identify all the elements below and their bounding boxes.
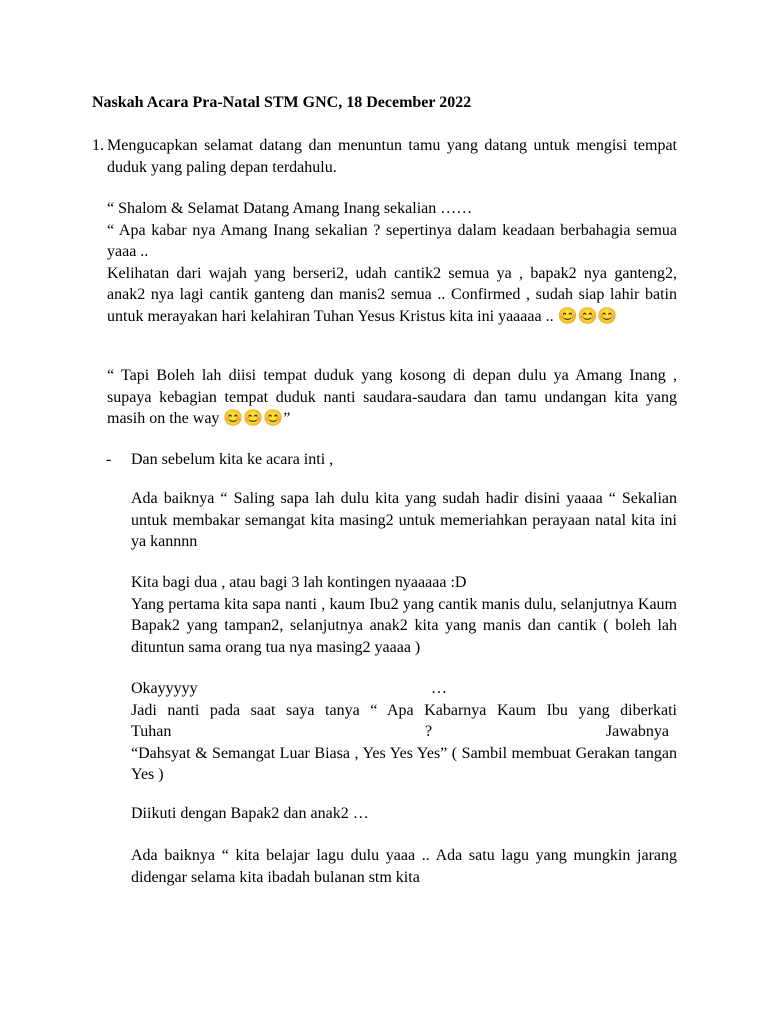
list-number: 1. [92, 137, 104, 154]
tuhan-word: Tuhan [131, 723, 172, 740]
welcome-greeting: “ Shalom & Selamat Datang Amang Inang sekalian …… [107, 200, 473, 217]
group-division-intro: Kita bagi dua , atau bagi 3 lah kontingen nyaaaaa :D [131, 574, 467, 591]
group-division-detail: Yang pertama kita sapa nanti , kaum Ibu2 yang cantik manis dulu, selanjutnya Kaum Bapak2 yang tampan2, selanjutnya anak2 kita yang manis dan cantik ( boleh lah dituntun sama orang tua nya masing2 yaaaa ) [131, 595, 677, 656]
greeting-instruction-paragraph: Ada baiknya “ Saling sapa lah dulu kita yang sudah hadir disini yaaaa “ Sekalian untuk membakar semangat kita masing2 untuk memeriahkan perayaan natal kita ini ya kannnn [131, 490, 677, 550]
question-line: Jadi nanti pada saat saya tanya “ Apa Kabarnya Kaum Ibu yang diberkati [131, 701, 677, 719]
followed-by-text: Diikuti dengan Bapak2 dan anak2 … [131, 805, 369, 822]
okay-text: Okayyyyy [131, 680, 198, 697]
call-response-paragraph [131, 678, 677, 786]
before-main-event-text: Dan sebelum kita ke acara inti , [131, 451, 334, 468]
seating-quote: “ Tapi Boleh lah diisi tempat duduk yang kosong di depan dulu ya Amang Inang , supaya kebagian tempat duduk nanti saudara-saudara dan tamu undangan kita yang masih on the way 😊😊😊” [107, 367, 677, 427]
answer-label: Jawabnya [605, 723, 669, 740]
group-division-paragraph [131, 572, 677, 658]
okay-row [131, 678, 677, 700]
welcome-compliment: Kelihatan dari wajah yang berseri2, udah cantik2 semua ya , bapak2 nya ganteng2, anak2 nya lagi cantik ganteng dan manis2 semua .. Confirmed , sudah siap lahir batin untuk merayakan hari kelahiran Tuhan Yesus Kristus kita ini yaaaaa .. 😊😊😊 [107, 264, 677, 325]
intro-paragraph: Mengucapkan selamat datang dan menuntun tamu yang datang untuk mengisi tempat duduk yang paling depan terdahulu. [107, 137, 677, 176]
question-mark: ? [425, 723, 433, 740]
song-learning-paragraph: Ada baiknya “ kita belajar lagu dulu yaaa .. Ada satu lagu yang mungkin jarang didengar selama kita ibadah bulanan stm kita [131, 847, 677, 886]
answer-prompt-row [131, 721, 677, 743]
document-title: Naskah Acara Pra-Natal STM GNC, 18 December 2022 [92, 94, 472, 111]
answer-line: “Dahsyat & Semangat Luar Biasa , Yes Yes Yes” ( Sambil membuat Gerakan tangan Yes ) [131, 744, 677, 783]
okay-ellipsis: … [431, 680, 447, 697]
dash-bullet: - [106, 451, 112, 468]
welcome-quote [107, 198, 677, 327]
welcome-question: “ Apa kabar nya Amang Inang sekalian ? sepertinya dalam keadaan berbahagia semua yaaa .. [107, 221, 677, 260]
